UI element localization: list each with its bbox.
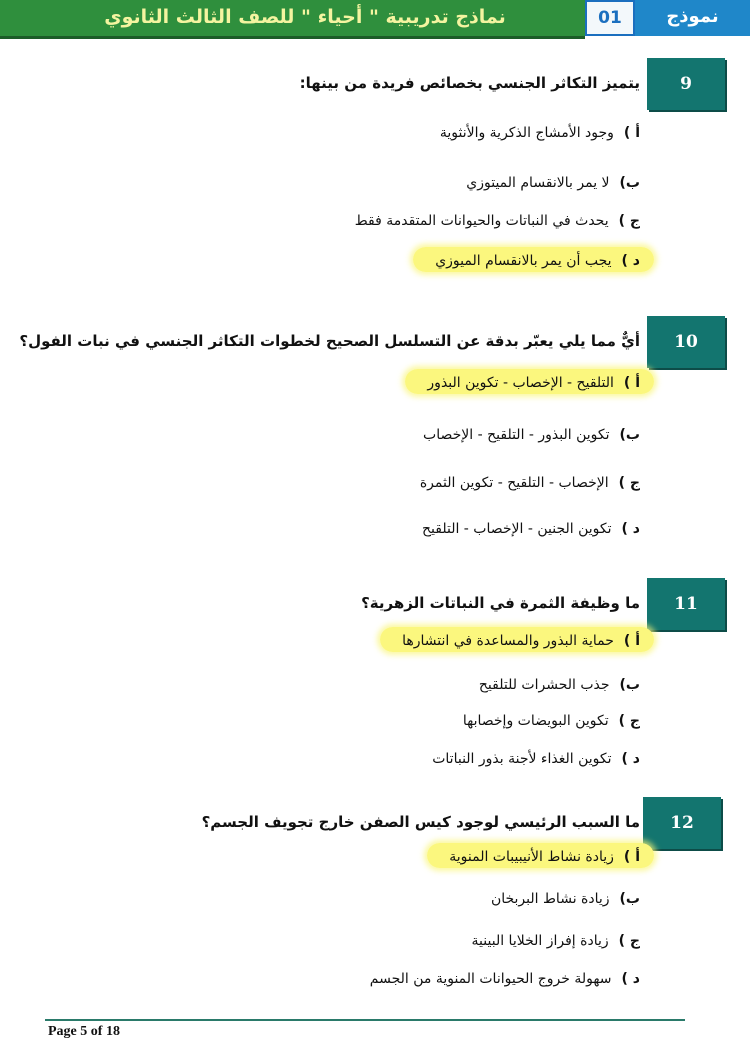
- option-12-a[interactable]: [427, 846, 654, 876]
- option-11-c[interactable]: [463, 710, 640, 740]
- option-text: لا يمر بالانقسام الميتوزي: [466, 175, 610, 191]
- option-label: د ): [621, 253, 640, 269]
- option-text: سهولة خروج الحيوانات المنوية من الجسم: [369, 971, 612, 987]
- option-label: د ): [621, 751, 640, 767]
- option-text: يجب أن يمر بالانقسام الميوزي: [435, 253, 612, 269]
- option-text: حماية البذور والمساعدة في انتشارها: [402, 633, 614, 649]
- option-label: ج ): [618, 213, 640, 229]
- option-text: زيادة نشاط البربخان: [490, 891, 610, 907]
- option-9-a[interactable]: [440, 122, 640, 152]
- option-label: ب): [619, 677, 640, 693]
- option-10-c[interactable]: [420, 472, 640, 502]
- answer-highlight: [427, 843, 654, 868]
- option-text: يحدث في النباتات والحيوانات المتقدمة فقط: [354, 213, 609, 229]
- answer-highlight: [405, 369, 654, 394]
- option-9-d[interactable]: [413, 250, 654, 280]
- option-9-b[interactable]: [466, 172, 640, 202]
- option-label: د ): [621, 521, 640, 537]
- option-10-d[interactable]: [422, 518, 640, 548]
- option-label: ج ): [618, 933, 640, 949]
- question-text-11: ما وظيفة الثمرة في النباتات الزهرية؟: [361, 594, 640, 612]
- option-11-d[interactable]: [432, 748, 640, 778]
- option-11-b[interactable]: [479, 674, 640, 704]
- option-label: أ ): [623, 633, 640, 649]
- question-text-12: ما السبب الرئيسي لوجود كيس الصفن خارج تجويف الجسم؟: [201, 813, 640, 831]
- option-text: وجود الأمشاج الذكرية والأنثوية: [439, 125, 614, 141]
- current-page: 5: [80, 1024, 88, 1039]
- option-12-b[interactable]: [491, 888, 640, 918]
- of-word: of: [90, 1024, 103, 1039]
- option-label: ب): [619, 891, 640, 907]
- option-label: أ ): [623, 375, 640, 391]
- answer-highlight: [413, 247, 654, 272]
- option-label: د ): [621, 971, 640, 987]
- option-12-d[interactable]: [370, 968, 640, 998]
- question-text-9: يتميز التكاثر الجنسي بخصائص فريدة من بينها:: [299, 74, 640, 92]
- option-9-c[interactable]: [355, 210, 640, 240]
- question-number-9: 9: [647, 58, 725, 110]
- header-bar: [0, 0, 585, 39]
- question-number-12: 12: [643, 797, 721, 849]
- option-label: ب): [619, 175, 640, 191]
- model-tag: نموذج: [635, 0, 750, 36]
- footer-divider: [45, 1019, 685, 1021]
- option-text: زيادة نشاط الأنيبيبات المنوية: [449, 849, 614, 865]
- question-text-10: أيٌّ مما يلي يعبّر بدقة عن التسلسل الصحيح لخطوات التكاثر الجنسي في نبات الفول؟: [19, 332, 640, 350]
- option-label: أ ): [623, 849, 640, 865]
- option-10-a[interactable]: [405, 372, 654, 402]
- option-label: أ ): [623, 125, 640, 141]
- option-10-b[interactable]: [423, 424, 640, 454]
- option-label: ج ): [618, 713, 640, 729]
- page-word: Page: [48, 1024, 77, 1039]
- option-text: جذب الحشرات للتلقيح: [478, 677, 610, 693]
- option-text: الإخصاب - التلقيح - تكوين الثمرة: [419, 475, 609, 491]
- option-text: تكوين الغذاء لأجنة بذور النباتات: [432, 751, 612, 767]
- option-text: تكوين البذور - التلقيح - الإخصاب: [423, 427, 610, 443]
- option-text: التلقيح - الإخصاب - تكوين البذور: [427, 375, 614, 391]
- option-text: زيادة إفراز الخلايا البينية: [471, 933, 609, 949]
- answer-highlight: [380, 627, 654, 652]
- page-indicator: [48, 1024, 120, 1040]
- option-label: ب): [619, 427, 640, 443]
- option-text: تكوين البويضات وإخصابها: [462, 713, 609, 729]
- option-11-a[interactable]: [380, 630, 654, 660]
- question-number-11: 11: [647, 578, 725, 630]
- question-number-10: 10: [647, 316, 725, 368]
- option-12-c[interactable]: [472, 930, 640, 960]
- option-label: ج ): [618, 475, 640, 491]
- total-pages: 18: [105, 1024, 120, 1039]
- header-title: نماذج تدريبية " أحياء " للصف الثالث الثانوي: [104, 6, 506, 28]
- option-text: تكوين الجنين - الإخصاب - التلقيح: [421, 521, 612, 537]
- model-number: 01: [585, 0, 635, 36]
